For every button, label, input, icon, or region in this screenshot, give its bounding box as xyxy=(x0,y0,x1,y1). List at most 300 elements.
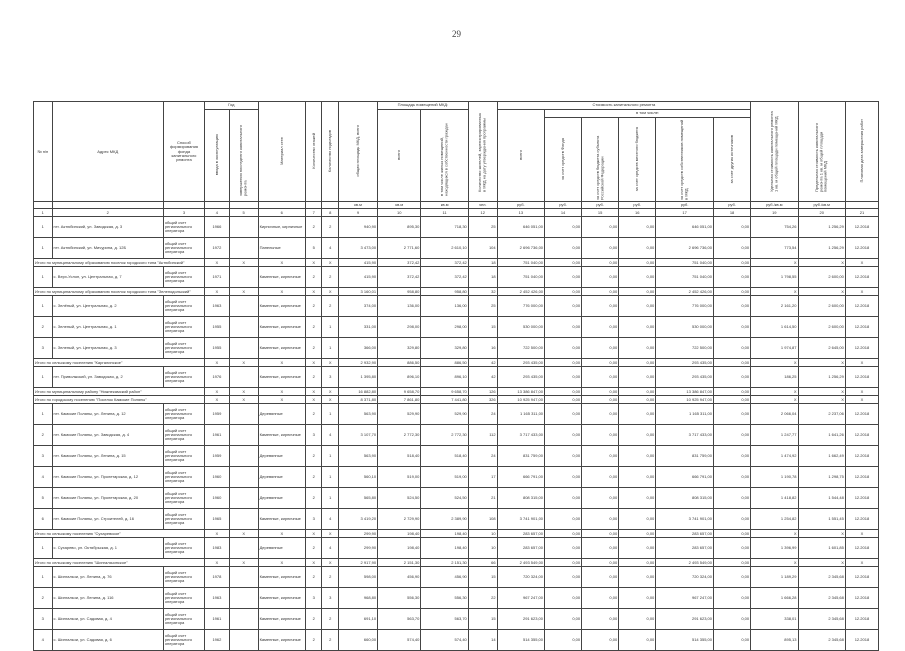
table-cell: 646 051,00 xyxy=(656,217,714,238)
column-index-cell: 10 xyxy=(378,209,421,217)
table-cell: 2 xyxy=(322,567,338,588)
table-cell: 0,00 xyxy=(582,425,619,446)
table-cell: 646 051,00 xyxy=(497,217,544,238)
table-cell: 198,40 xyxy=(378,538,421,559)
table-cell: 0,00 xyxy=(714,367,751,388)
table-cell: общий счет регионального оператора xyxy=(163,367,204,388)
unit-cell: руб. xyxy=(619,202,656,209)
table-cell: 3 741 901,00 xyxy=(656,509,714,530)
table-cell: 1976 xyxy=(205,367,230,388)
unit-cell: руб. xyxy=(714,202,751,209)
header-total-area: общая площадь МКД, всего xyxy=(354,125,360,177)
table-cell: 660,00 xyxy=(338,630,377,651)
table-cell: общий счет регионального оператора xyxy=(163,488,204,509)
table-cell: 0,00 xyxy=(582,630,619,651)
table-cell: 0,00 xyxy=(714,296,751,317)
repair-program-table xyxy=(33,101,879,651)
table-cell: 13 386 847,00 xyxy=(497,388,544,396)
table-cell: 2 xyxy=(305,267,321,288)
table-cell: 17 xyxy=(468,467,497,488)
table-cell: 0,00 xyxy=(545,446,582,467)
table-cell: X xyxy=(205,359,230,367)
table-cell: Итого по сельскому поселению "Сухаревское" xyxy=(34,530,205,538)
column-index-cell: 4 xyxy=(205,209,230,217)
table-cell: 720 324,00 xyxy=(656,567,714,588)
table-cell: 0,00 xyxy=(582,567,619,588)
table-cell: 1 247,77 xyxy=(751,425,798,446)
table-cell: общий счет регионального оператора xyxy=(163,296,204,317)
table-cell xyxy=(229,317,258,338)
table-cell: X xyxy=(845,388,878,396)
total-row xyxy=(34,288,879,296)
table-cell: X xyxy=(205,530,230,538)
table-cell: 1 614,50 xyxy=(751,317,798,338)
table-cell: 1 798,55 xyxy=(751,267,798,288)
table-cell: 1 xyxy=(34,367,53,388)
table-cell: Каменные, кирпичные xyxy=(258,338,305,359)
table-cell: пгт. Камские Поляны, ул. Пролетарская, д. 20 xyxy=(52,488,163,509)
table-cell: 0,00 xyxy=(714,359,751,367)
table-cell: 0,00 xyxy=(582,488,619,509)
table-cell: 0,00 xyxy=(714,609,751,630)
table-cell: X xyxy=(845,288,878,296)
table-cell: 2 xyxy=(305,217,321,238)
unit-cell xyxy=(52,202,163,209)
table-cell: 0,00 xyxy=(582,404,619,425)
table-cell: 298,00 xyxy=(421,317,468,338)
table-cell: 22 xyxy=(468,588,497,609)
table-cell: X xyxy=(751,388,798,396)
table-cell: 2 771,60 xyxy=(378,238,421,259)
table-cell: 0,00 xyxy=(582,559,619,567)
table-row xyxy=(34,296,879,317)
table-cell: 12.2018 xyxy=(845,446,878,467)
table-cell: 529,90 xyxy=(378,404,421,425)
table-cell: X xyxy=(322,396,338,404)
table-cell: 1962 xyxy=(205,630,230,651)
table-row xyxy=(34,488,879,509)
table-cell: Итого по городскому поселению "Поселок Камские Поляны" xyxy=(34,396,205,404)
table-cell: 3 xyxy=(34,609,53,630)
table-cell: 291 623,00 xyxy=(497,609,544,630)
table-cell: 2 729,90 xyxy=(378,509,421,530)
table-cell: 958,80 xyxy=(421,288,468,296)
table-cell: 0,00 xyxy=(582,338,619,359)
table-cell: 0,00 xyxy=(619,630,656,651)
table-cell: 776 000,00 xyxy=(656,296,714,317)
table-cell: 3 107,70 xyxy=(338,425,377,446)
table-cell: X xyxy=(258,388,305,396)
column-index-cell: 21 xyxy=(845,209,878,217)
header-cost-subject: за счет средств бюджета субъекта Российской Федерации xyxy=(594,135,605,200)
header-cost-other: за счет других источников xyxy=(728,134,734,184)
table-cell: 32 xyxy=(468,288,497,296)
table-cell: X xyxy=(798,530,845,538)
table-cell: 0,00 xyxy=(619,288,656,296)
table-cell: 751 040,00 xyxy=(656,259,714,267)
table-cell: 293 435,00 xyxy=(656,367,714,388)
header-area-private: в том числе жилых помещений, находящихся в собственности граждан xyxy=(439,123,449,196)
table-cell: 2 493 549,00 xyxy=(656,559,714,567)
table-cell: 1 666,28 xyxy=(751,588,798,609)
table-cell: Каменные, кирпичные xyxy=(258,588,305,609)
total-row xyxy=(34,559,879,567)
table-cell: 0,00 xyxy=(619,396,656,404)
table-cell: общий счет регионального оператора xyxy=(163,609,204,630)
table-cell: 283 657,00 xyxy=(656,538,714,559)
table-cell: 456,90 xyxy=(378,567,421,588)
table-cell: 2 917,90 xyxy=(338,559,377,567)
table-cell: 519,00 xyxy=(421,467,468,488)
table-cell: общий счет регионального оператора xyxy=(163,338,204,359)
table-cell: с. Шингальчи, ул. Ленина, д. 116 xyxy=(52,588,163,609)
unit-cell: руб. xyxy=(497,202,544,209)
table-cell: 18 xyxy=(468,267,497,288)
table-cell: общий счет регионального оператора xyxy=(163,425,204,446)
table-cell: 24 xyxy=(468,446,497,467)
table-cell: X xyxy=(751,359,798,367)
table-cell: 0,00 xyxy=(582,288,619,296)
unit-cell xyxy=(34,202,53,209)
table-cell: 16 882,80 xyxy=(338,388,377,396)
table-cell: X xyxy=(229,530,258,538)
table-cell: 1960 xyxy=(205,488,230,509)
column-index-cell: 6 xyxy=(258,209,305,217)
table-cell: с. Шингальчи, ул. Ленина, д. 76 xyxy=(52,567,163,588)
header-floors: Количество этажей xyxy=(310,133,316,169)
table-cell: 2 xyxy=(305,446,321,467)
table-cell: 0,00 xyxy=(714,588,751,609)
column-index-cell: 19 xyxy=(751,209,798,217)
header-year-overhaul: завершения последнего капитального ремонта xyxy=(238,125,248,196)
table-cell: 1966 xyxy=(205,217,230,238)
table-cell: 0,00 xyxy=(714,267,751,288)
table-cell: 25 xyxy=(468,217,497,238)
table-row xyxy=(34,446,879,467)
table-cell: Деревянные xyxy=(258,446,305,467)
table-cell: общий счет регионального оператора xyxy=(163,630,204,651)
table-cell: 12.2018 xyxy=(845,509,878,530)
table-cell: 374,00 xyxy=(338,296,377,317)
table-cell: 186,25 xyxy=(751,367,798,388)
table-cell: 0,00 xyxy=(714,559,751,567)
table-cell: X xyxy=(305,559,321,567)
table-cell: 1 190,78 xyxy=(751,467,798,488)
table-cell: 2 151,30 xyxy=(421,559,468,567)
table-cell: с. Зеленый, ул. Центральная, д. 1 xyxy=(52,317,163,338)
table-cell: 886,50 xyxy=(421,359,468,367)
table-cell: 0,00 xyxy=(545,338,582,359)
table-cell: 0,00 xyxy=(582,396,619,404)
table-cell: 751 040,00 xyxy=(497,259,544,267)
table-cell: X xyxy=(751,559,798,567)
table-cell: 3 419,20 xyxy=(338,509,377,530)
table-cell: 0,00 xyxy=(619,567,656,588)
table-cell: 331,00 xyxy=(338,317,377,338)
table-cell: 2 xyxy=(305,538,321,559)
table-cell: 565,80 xyxy=(338,488,377,509)
table-cell: 1 551,45 xyxy=(798,509,845,530)
table-cell xyxy=(229,588,258,609)
table-cell: X xyxy=(258,359,305,367)
table-cell: 0,00 xyxy=(545,567,582,588)
table-cell: 1960 xyxy=(205,467,230,488)
table-cell: пгт. Камские Поляны, ул. Ленина, д. 12 xyxy=(52,404,163,425)
table-cell: X xyxy=(229,388,258,396)
table-cell: Панельные xyxy=(258,238,305,259)
table-cell: Каменные, кирпичные xyxy=(258,567,305,588)
table-cell: 12.2018 xyxy=(845,338,878,359)
table-cell: 42 xyxy=(468,359,497,367)
table-cell: 1961 xyxy=(205,425,230,446)
table-cell: 831 759,00 xyxy=(497,446,544,467)
table-cell: 3 xyxy=(305,425,321,446)
table-cell: 666 791,00 xyxy=(656,467,714,488)
table-cell: 5 xyxy=(34,488,53,509)
table-cell: пгт. Актюбинский, ул. Мичурина, д. 12Б xyxy=(52,238,163,259)
table-cell: 136,00 xyxy=(378,296,421,317)
table-cell: 1983 xyxy=(205,538,230,559)
table-cell: 530 000,00 xyxy=(497,317,544,338)
header-cost-owners: за счет средств собственников помещений в МКД xyxy=(679,119,689,200)
table-cell: X xyxy=(322,259,338,267)
table-cell: 0,00 xyxy=(619,404,656,425)
column-index-cell: 13 xyxy=(497,209,544,217)
table-cell: 12.2018 xyxy=(845,488,878,509)
table-cell: 10 925 947,00 xyxy=(497,396,544,404)
table-cell: 895,30 xyxy=(378,217,421,238)
table-cell: 9 658,70 xyxy=(378,388,421,396)
table-cell: 1 xyxy=(34,567,53,588)
table-cell: 12.2018 xyxy=(845,467,878,488)
table-cell: 299,90 xyxy=(338,538,377,559)
table-cell: X xyxy=(322,388,338,396)
table-cell: 0,00 xyxy=(582,609,619,630)
table-cell: X xyxy=(322,559,338,567)
table-cell: 3 473,00 xyxy=(338,238,377,259)
table-cell: 0,00 xyxy=(545,559,582,567)
table-cell: 776 000,00 xyxy=(497,296,544,317)
table-cell: 940,90 xyxy=(338,217,377,238)
table-cell: X xyxy=(229,259,258,267)
table-cell: 563,90 xyxy=(338,404,377,425)
table-cell: 0,00 xyxy=(619,446,656,467)
table-cell: 6 xyxy=(34,509,53,530)
column-index-cell: 5 xyxy=(229,209,258,217)
table-cell: 2 xyxy=(305,630,321,651)
table-cell: 1 xyxy=(322,446,338,467)
table-cell: 1971 xyxy=(205,267,230,288)
table-cell: 1965 xyxy=(205,509,230,530)
table-cell: 0,00 xyxy=(619,425,656,446)
table-cell: 8 371,80 xyxy=(338,396,377,404)
table-cell: общий счет регионального оператора xyxy=(163,317,204,338)
table-cell: Деревянные xyxy=(258,538,305,559)
table-cell: 2 xyxy=(34,588,53,609)
table-cell: X xyxy=(845,259,878,267)
table-cell: X xyxy=(798,288,845,296)
table-cell: 293 435,00 xyxy=(497,359,544,367)
table-cell: 2 xyxy=(322,296,338,317)
table-cell: 415,90 xyxy=(338,267,377,288)
table-cell: X xyxy=(229,288,258,296)
table-cell: X xyxy=(798,559,845,567)
table-cell: 1 474,92 xyxy=(751,446,798,467)
table-cell: 16 xyxy=(468,338,497,359)
unit-cell xyxy=(322,202,338,209)
table-cell: 2 xyxy=(322,609,338,630)
table-cell: X xyxy=(751,530,798,538)
unit-cell: кв.м xyxy=(421,202,468,209)
table-cell: 18 xyxy=(468,259,497,267)
table-cell: Итого по сельскому поселению "Каргалинское" xyxy=(34,359,205,367)
table-cell xyxy=(229,338,258,359)
table-cell: 0,00 xyxy=(714,259,751,267)
column-index-cell: 20 xyxy=(798,209,845,217)
table-cell: 556,30 xyxy=(421,588,468,609)
table-cell: 0,00 xyxy=(582,538,619,559)
table-cell: 2 389,90 xyxy=(421,509,468,530)
table-cell: 560,10 xyxy=(338,467,377,488)
unit-cell: руб. xyxy=(545,202,582,209)
table-cell: 326 xyxy=(468,396,497,404)
table-cell: с. Сухарево, ул. Октябрьская, д. 1 xyxy=(52,538,163,559)
table-cell: 0,00 xyxy=(714,538,751,559)
table-cell: 0,00 xyxy=(545,317,582,338)
table-cell: 720 324,00 xyxy=(497,567,544,588)
table-cell: 0,00 xyxy=(582,509,619,530)
table-cell: 895,13 xyxy=(751,630,798,651)
table-cell xyxy=(229,404,258,425)
unit-cell: чел. xyxy=(468,202,497,209)
header-address: Адрес МКД xyxy=(52,102,163,202)
table-cell: 42 xyxy=(468,367,497,388)
table-cell: пгт. Камские Поляны, ул. Заводская, д. 4 xyxy=(52,425,163,446)
unit-cell xyxy=(163,202,204,209)
column-index-cell: 1 xyxy=(34,209,53,217)
table-cell: 1 165 311,00 xyxy=(656,404,714,425)
column-index-cell: 12 xyxy=(468,209,497,217)
table-cell: 0,00 xyxy=(619,296,656,317)
table-cell: 1 xyxy=(34,238,53,259)
table-cell: 12.2018 xyxy=(845,217,878,238)
table-cell: X xyxy=(205,396,230,404)
table-cell: 198,40 xyxy=(378,530,421,538)
table-cell: 2 xyxy=(34,425,53,446)
table-cell: общий счет регионального оператора xyxy=(163,567,204,588)
table-cell: 7 861,80 xyxy=(378,396,421,404)
table-cell: X xyxy=(229,359,258,367)
table-cell: 1 xyxy=(322,317,338,338)
table-cell: 0,00 xyxy=(714,488,751,509)
table-row xyxy=(34,217,879,238)
table-cell: 2 345,68 xyxy=(798,567,845,588)
table-cell: X xyxy=(258,396,305,404)
table-cell: 518,40 xyxy=(421,446,468,467)
table-cell xyxy=(229,488,258,509)
column-index-cell: 15 xyxy=(582,209,619,217)
table-row xyxy=(34,609,879,630)
table-cell: 886,50 xyxy=(378,359,421,367)
table-cell: 12.2018 xyxy=(845,404,878,425)
table-cell: 12.2018 xyxy=(845,317,878,338)
table-cell: X xyxy=(845,359,878,367)
table-cell: 0,00 xyxy=(545,609,582,630)
table-cell: 896,10 xyxy=(378,367,421,388)
table-cell: 1 254,82 xyxy=(751,509,798,530)
unit-cell: руб./кв.м xyxy=(751,202,798,209)
table-cell: 12.2018 xyxy=(845,609,878,630)
total-row xyxy=(34,530,879,538)
table-cell: 0,00 xyxy=(714,388,751,396)
table-cell: Каменные, кирпичные xyxy=(258,609,305,630)
table-cell: 1 xyxy=(322,488,338,509)
table-cell: 1 xyxy=(322,467,338,488)
table-cell: 2 493 549,00 xyxy=(497,559,544,567)
total-row xyxy=(34,388,879,396)
table-cell: X xyxy=(305,396,321,404)
table-cell: 2 932,90 xyxy=(338,359,377,367)
column-index-cell: 2 xyxy=(52,209,163,217)
table-cell: 21 xyxy=(468,488,497,509)
page-number: 29 xyxy=(452,29,461,39)
header-year-built: ввода в эксплуатацию xyxy=(213,134,219,176)
table-cell: 12.2018 xyxy=(845,588,878,609)
table-cell: 0,00 xyxy=(582,467,619,488)
table-cell: X xyxy=(845,530,878,538)
table-cell: 10 925 947,00 xyxy=(656,396,714,404)
table-cell: 329,80 xyxy=(421,338,468,359)
table-cell: 112 xyxy=(468,425,497,446)
table-cell: 574,40 xyxy=(378,630,421,651)
table-cell: X xyxy=(305,288,321,296)
table-cell: 1 xyxy=(34,296,53,317)
table-cell: 691,10 xyxy=(338,609,377,630)
table-cell: 0,00 xyxy=(545,530,582,538)
table-cell: 1 544,48 xyxy=(798,488,845,509)
table-cell: 0,00 xyxy=(582,259,619,267)
table-cell: 1 418,82 xyxy=(751,488,798,509)
table-cell: 3 xyxy=(322,588,338,609)
table-cell: 291 623,00 xyxy=(656,609,714,630)
table-row xyxy=(34,588,879,609)
table-cell: X xyxy=(258,259,305,267)
table-cell: 0,00 xyxy=(714,467,751,488)
table-row xyxy=(34,567,879,588)
table-cell: 0,00 xyxy=(619,267,656,288)
table-cell: 1972 xyxy=(205,238,230,259)
table-cell: 0,00 xyxy=(582,446,619,467)
table-cell: 751 040,00 xyxy=(656,267,714,288)
table-cell: 0,00 xyxy=(714,404,751,425)
table-cell: 524,50 xyxy=(378,488,421,509)
table-cell xyxy=(229,296,258,317)
table-cell xyxy=(229,238,258,259)
table-cell: 0,00 xyxy=(545,396,582,404)
table-row xyxy=(34,509,879,530)
units-row xyxy=(34,202,879,209)
table-cell: 366,00 xyxy=(338,338,377,359)
table-cell: Каменные, кирпичные xyxy=(258,425,305,446)
table-cell: 0,00 xyxy=(545,267,582,288)
table-cell: 0,00 xyxy=(545,259,582,267)
table-cell xyxy=(229,509,258,530)
table-cell: пгт. Камские Поляны, ул. Ленина, д. 15 xyxy=(52,446,163,467)
table-cell: 12.2018 xyxy=(845,538,878,559)
table-cell: Каменные, кирпичные xyxy=(258,267,305,288)
table-row xyxy=(34,367,879,388)
header-area-group: Площадь помещений МКД: xyxy=(378,102,469,110)
